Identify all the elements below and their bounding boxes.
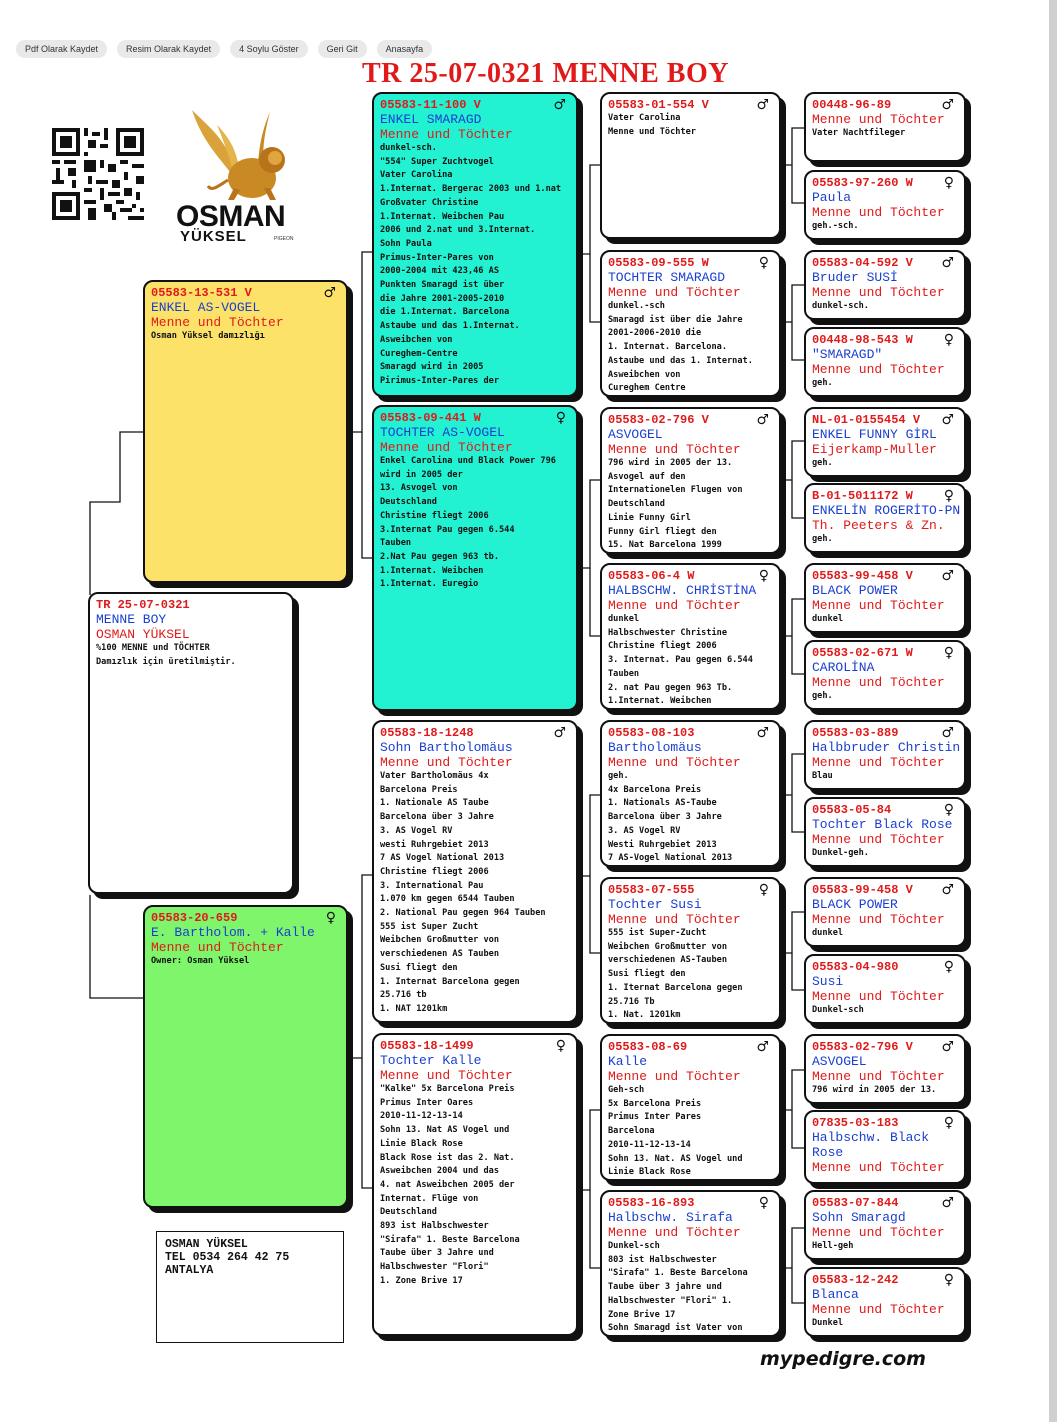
pedigree-card-dam-dam[interactable] xyxy=(372,1033,578,1336)
breeder-name: Menne und Töchter xyxy=(608,598,741,613)
breeder-name: Menne und Töchter xyxy=(608,1225,741,1240)
pedigree-card-gen5-8[interactable] xyxy=(804,640,966,710)
pedigree-card-sire-dam[interactable] xyxy=(372,405,578,711)
bird-notes: "Kalke" 5x Barcelona Preis Primus Inter Oares 2010-11-12-13-14 Sohn 13. Nat AS Vogel und Linie Black Rose Black Rose ist das 2. Nat. Asweibchen 2004 und das 4. nat Asweibchen 2005 der Internat. Flüge von Deutschland 893 ist Halbschwester "Sirafa" 1. Beste Barcelona Taube über 3 Jahre und Halbschwester "Flori" 1. Zone Brive 17 xyxy=(380,1084,520,1286)
bird-notes: 796 wird in 2005 der 13. Asvogel auf den Internationelen Flugen von Deutschland Linie Funny Girl Funny Girl fliegt den 15. Nat Barcelona 1999 xyxy=(608,458,743,551)
logo-tag: PIGEON xyxy=(274,236,294,242)
contact-phone: TEL 0534 264 42 75 xyxy=(165,1251,290,1264)
breeder-name: Menne und Töchter xyxy=(151,940,284,955)
female-sex-icon: ♀ xyxy=(943,1115,954,1131)
bird-notes: geh. xyxy=(812,691,833,701)
bird-name: Halbschw. Black Rose xyxy=(812,1130,930,1160)
contact-city: ANTALYA xyxy=(165,1264,214,1277)
breeder-name: Menne und Töchter xyxy=(812,755,945,770)
ring-number: 05583-08-69 xyxy=(608,1040,688,1054)
bird-notes: 796 wird in 2005 der 13. xyxy=(812,1085,937,1095)
female-sex-icon: ♀ xyxy=(758,255,769,271)
pedigree-card-dsd[interactable] xyxy=(600,877,781,1024)
ring-number: 05583-99-458 V xyxy=(812,569,913,583)
breeder-name: Menne und Töchter xyxy=(812,205,945,220)
breeder-name: Menne und Töchter xyxy=(608,755,741,770)
bird-notes: Owner: Osman Yüksel xyxy=(151,956,250,966)
bird-name: "SMARAGD" xyxy=(812,347,883,362)
breeder-name: Menne und Töchter xyxy=(608,285,741,300)
pedigree-card-gen5-1[interactable] xyxy=(804,92,966,162)
female-sex-icon: ♀ xyxy=(943,802,954,818)
pedigree-card-ssd[interactable] xyxy=(600,250,781,397)
breeder-name: Menne und Töchter xyxy=(380,1068,513,1083)
bird-name: E. Bartholom. + Kalle xyxy=(151,925,315,940)
ring-number: 05583-03-889 xyxy=(812,726,899,740)
pedigree-card-sss[interactable] xyxy=(600,92,781,239)
bird-notes: Vater Nachtfileger xyxy=(812,128,906,138)
pedigree-card-dds[interactable] xyxy=(600,1034,781,1181)
bird-notes: dunkel-sch. xyxy=(812,301,869,311)
bird-notes: Hell-geh xyxy=(812,1241,854,1251)
breeder-name: Menne und Töchter xyxy=(812,675,945,690)
female-sex-icon: ♀ xyxy=(943,959,954,975)
ring-number: 05583-02-796 V xyxy=(812,1040,913,1054)
pedigree-card-gen5-15[interactable] xyxy=(804,1190,966,1260)
male-sex-icon: ♂ xyxy=(941,568,954,584)
male-sex-icon: ♂ xyxy=(756,1039,769,1055)
ring-number: 05583-07-555 xyxy=(608,883,695,897)
male-sex-icon: ♂ xyxy=(941,882,954,898)
bird-notes: dunkel.-sch Smaragd ist über die Jahre 2001-2006-2010 die 1. Internat. Barcelona. Astaube und das 1. Internat. Asweibchen von Cureghem Centre xyxy=(608,301,753,394)
female-sex-icon: ♀ xyxy=(758,882,769,898)
ring-number: 05583-07-844 xyxy=(812,1196,899,1210)
bird-name: HALBSCHW. CHRİSTİNA xyxy=(608,583,757,598)
female-sex-icon: ♀ xyxy=(943,175,954,191)
male-sex-icon: ♂ xyxy=(941,725,954,741)
female-sex-icon: ♀ xyxy=(943,1272,954,1288)
pedigree-card-dam[interactable] xyxy=(143,905,348,1208)
pedigree-card-subject[interactable] xyxy=(88,592,294,894)
ring-number: 05583-01-554 V xyxy=(608,98,709,112)
ring-number: 05583-18-1248 xyxy=(380,726,474,740)
bird-name: Tochter Susi xyxy=(608,897,702,912)
bird-notes: dunkel xyxy=(812,928,844,938)
contact-name: OSMAN YÜKSEL xyxy=(165,1238,248,1251)
pedigree-card-dam-sire[interactable] xyxy=(372,720,578,1023)
bird-notes: geh.-sch. xyxy=(812,221,859,231)
bird-name: ASVOGEL xyxy=(812,1054,867,1069)
pedigree-card-gen5-12[interactable] xyxy=(804,954,966,1024)
ring-number: 05583-20-659 xyxy=(151,911,238,925)
breeder-name: Menne und Töchter xyxy=(812,362,945,377)
bird-notes: Vater Bartholomäus 4x Barcelona Preis 1. Nationale AS Taube Barcelona über 3 Jahre 3. AS Vogel RV westi Ruhrgebiet 2013 7 AS Vogel National 2013 Christine fliegt 2006 3. International Pau 1.070 km gegen 6544 Tauben 2. National Pau gegen 964 Tauben 555 ist Super Zucht Weibchen Großmutter von verschiedenen AS Tauben Susi fliegt den 1. Internat Barcelona gegen 25.716 tb 1. NAT 1201km xyxy=(380,771,546,1014)
bird-name: Tochter Black Rose xyxy=(812,817,953,832)
male-sex-icon: ♂ xyxy=(941,97,954,113)
breeder-name: Menne und Töchter xyxy=(812,1160,945,1175)
breeder-name: OSMAN YÜKSEL xyxy=(96,627,190,642)
male-sex-icon: ♂ xyxy=(941,412,954,428)
ring-number: 00448-98-543 W xyxy=(812,333,913,347)
contact-box xyxy=(156,1231,344,1343)
bird-notes: 555 ist Super-Zucht Weibchen Großmutter von verschiedenen AS-Tauben Susi fliegt den 1. Iternat Barcelona gegen 25.716 Tb 1. Nat. 1201km xyxy=(608,928,743,1021)
ring-number: 05583-16-893 xyxy=(608,1196,695,1210)
female-sex-icon: ♀ xyxy=(758,568,769,584)
bird-notes: Osman Yüksel damızlığı xyxy=(151,331,265,341)
bird-notes: dunkel xyxy=(812,614,844,624)
bird-name: ASVOGEL xyxy=(608,427,663,442)
male-sex-icon: ♂ xyxy=(756,97,769,113)
breeder-name: Menne und Töchter xyxy=(812,285,945,300)
breeder-name: Th. Peeters & Zn. xyxy=(812,518,945,533)
pedigree-card-gen5-16[interactable] xyxy=(804,1267,966,1337)
bird-notes: %100 MENNE und TÖCHTER Damızlık için üretilmiştir. xyxy=(96,643,236,667)
ring-number: TR 25-07-0321 xyxy=(96,598,190,612)
female-sex-icon: ♀ xyxy=(325,910,336,926)
ring-number: 05583-13-531 V xyxy=(151,286,252,300)
save-image-button[interactable]: Resim Olarak Kaydet xyxy=(117,40,220,58)
breeder-name: Menne und Töchter xyxy=(812,598,945,613)
show-four-gen-button[interactable]: 4 Soylu Göster xyxy=(230,40,308,58)
male-sex-icon: ♂ xyxy=(941,255,954,271)
back-button[interactable]: Geri Git xyxy=(318,40,367,58)
bird-notes: geh. xyxy=(812,378,833,388)
pedigree-card-gen5-6[interactable] xyxy=(804,483,966,553)
bird-name: Paula xyxy=(812,190,852,205)
male-sex-icon: ♂ xyxy=(553,725,566,741)
ring-number: 05583-08-103 xyxy=(608,726,695,740)
ring-number: 05583-09-441 W xyxy=(380,411,481,425)
breeder-name: Menne und Töchter xyxy=(380,440,513,455)
logo-wordmark: OSMAN xyxy=(176,200,286,233)
breeder-name: Menne und Töchter xyxy=(812,1069,945,1084)
pedigree-card-dss[interactable] xyxy=(600,720,781,867)
ring-number: 05583-04-980 xyxy=(812,960,899,974)
bird-name: Sohn Bartholomäus xyxy=(380,740,513,755)
breeder-name: Menne und Töchter xyxy=(812,1225,945,1240)
breeder-name: Menne und Töchter xyxy=(812,912,945,927)
male-sex-icon: ♂ xyxy=(323,285,336,301)
pedigree-card-sire-sire[interactable] xyxy=(372,92,578,397)
bird-notes: geh. xyxy=(812,534,833,544)
bird-name: ENKEL SMARAGD xyxy=(380,112,482,127)
pedigree-card-gen5-7[interactable] xyxy=(804,563,966,633)
bird-name: ENKEL AS-VOGEL xyxy=(151,300,261,315)
ring-number: 05583-99-458 V xyxy=(812,883,913,897)
pedigree-card-gen5-13[interactable] xyxy=(804,1034,966,1104)
bird-name: Tochter Kalle xyxy=(380,1053,482,1068)
ring-number: 05583-04-592 V xyxy=(812,256,913,270)
ring-number: 07835-03-183 xyxy=(812,1116,899,1130)
male-sex-icon: ♂ xyxy=(756,412,769,428)
ring-number: B-01-5011172 W xyxy=(812,489,913,503)
bird-name: Susi xyxy=(812,974,844,989)
page-title: TR 25-07-0321 MENNE BOY xyxy=(362,58,729,89)
bird-name: Sohn Smaragd xyxy=(812,1210,906,1225)
bird-notes: geh. 4x Barcelona Preis 1. Nationals AS-Taube Barcelona über 3 Jahre 3. AS Vogel RV Westi Ruhrgebiet 2013 7 AS-Vogel National 2013 xyxy=(608,771,733,864)
bird-name: ENKELİN ROGERİTO-PN xyxy=(812,503,961,518)
ring-number: 05583-06-4 W xyxy=(608,569,695,583)
pedigree-card-gen5-14[interactable] xyxy=(804,1110,966,1184)
female-sex-icon: ♀ xyxy=(943,332,954,348)
ring-number: 05583-09-555 W xyxy=(608,256,709,270)
breeder-name: Menne und Töchter xyxy=(812,1302,945,1317)
pedigree-card-ddd[interactable] xyxy=(600,1190,781,1337)
pedigree-card-gen5-11[interactable] xyxy=(804,877,966,947)
ring-number: 00448-96-89 xyxy=(812,98,892,112)
breeder-name: Menne und Töchter xyxy=(151,315,284,330)
bird-name: TOCHTER SMARAGD xyxy=(608,270,726,285)
bird-notes: Enkel Carolina und Black Power 796 wird in 2005 der 13. Asvogel von Deutschland Christine fliegt 2006 3.Internat Pau gegen 6.544 Tauben 2.Nat Pau gegen 963 tb. 1.Internat. Weibchen 1.Internat. Euregio xyxy=(380,456,556,590)
breeder-name: Menne und Töchter xyxy=(812,832,945,847)
female-sex-icon: ♀ xyxy=(555,410,566,426)
bird-notes: dunkel Halbschwester Christine Christine fliegt 2006 3. Internat. Pau gegen 6.544 Tauben 2. nat Pau gegen 963 Tb. 1.Internat. Weibchen xyxy=(608,614,753,707)
bird-name: Bruder SUSİ xyxy=(812,270,898,285)
bird-notes: geh. xyxy=(812,458,833,468)
breeder-name: Menne und Töchter xyxy=(608,442,741,457)
female-sex-icon: ♀ xyxy=(943,645,954,661)
breeder-name: Menne und Töchter xyxy=(608,912,741,927)
bird-name: BLACK POWER xyxy=(812,897,898,912)
breeder-name: Menne und Töchter xyxy=(812,989,945,1004)
ring-number: 05583-18-1499 xyxy=(380,1039,474,1053)
ring-number: 05583-02-796 V xyxy=(608,413,709,427)
female-sex-icon: ♀ xyxy=(555,1038,566,1054)
bird-name: Halbschw. Sirafa xyxy=(608,1210,733,1225)
breeder-name: Menne und Töchter xyxy=(608,1069,741,1084)
male-sex-icon: ♂ xyxy=(941,1195,954,1211)
ring-number: 05583-02-671 W xyxy=(812,646,913,660)
footer-brand[interactable]: mypedigre.com xyxy=(760,1348,926,1370)
pedigree-card-gen5-4[interactable] xyxy=(804,327,966,397)
bird-notes: Dunkel-sch 803 ist Halbschwester "Sirafa" 1. Beste Barcelona Taube über 3 jahre und Halbschwester "Flori" 1. Zone Brive 17 Sohn Smaragd ist Vater von xyxy=(608,1241,748,1334)
pedigree-card-gen5-5[interactable] xyxy=(804,407,966,477)
bird-notes: dunkel-sch. "554" Super Zuchtvogel Vater Carolina 1.Internat. Bergerac 2003 und 1.nat Großvater Christine 1.Internat. Weibchen Pau 2006 und 2.nat und 3.Internat. Sohn Paula Primus-Inter-Pares von 2000-2004 mit 423,46 AS Punkten Smaragd ist über die Jahre 2001-2005-2010 die 1.Internat. Barcelona Astaube und das 1.Internat. Asweibchen von Cureghem-Centre Smaragd wird in 2005 Pirimus-Inter-Pares der xyxy=(380,143,562,386)
bird-name: TOCHTER AS-VOGEL xyxy=(380,425,505,440)
pedigree-card-sire[interactable] xyxy=(143,280,348,583)
pedigree-card-gen5-10[interactable] xyxy=(804,797,966,867)
bird-notes: Vater Carolina Menne und Töchter xyxy=(608,113,696,137)
breeder-name: Eijerkamp-Muller xyxy=(812,442,937,457)
pedigree-card-sds[interactable] xyxy=(600,407,781,554)
bird-name: Kalle xyxy=(608,1054,648,1069)
bird-name: Bartholomäus xyxy=(608,740,702,755)
breeder-name: Menne und Töchter xyxy=(380,127,513,142)
ring-number: 05583-12-242 xyxy=(812,1273,899,1287)
male-sex-icon: ♂ xyxy=(553,97,566,113)
pedigree-card-sdd[interactable] xyxy=(600,563,781,710)
male-sex-icon: ♂ xyxy=(756,725,769,741)
pedigree-card-gen5-2[interactable] xyxy=(804,170,966,240)
bird-name: BLACK POWER xyxy=(812,583,898,598)
ring-number: NL-01-0155454 V xyxy=(812,413,921,427)
bird-notes: Blau xyxy=(812,771,833,781)
ring-number: 05583-97-260 W xyxy=(812,176,913,190)
save-pdf-button[interactable]: Pdf Olarak Kaydet xyxy=(16,40,107,58)
bird-notes: Geh-sch 5x Barcelona Preis Primus Inter Pares Barcelona 2010-11-12-13-14 Sohn 13. Nat. AS Vogel und Linie Black Rose xyxy=(608,1085,743,1178)
female-sex-icon: ♀ xyxy=(943,488,954,504)
home-button[interactable]: Anasayfa xyxy=(377,40,433,58)
logo-subtitle: YÜKSEL xyxy=(180,228,247,245)
bird-name: Halbbruder Christin xyxy=(812,740,961,755)
bird-name: ENKEL FUNNY GİRL xyxy=(812,427,937,442)
bird-name: CAROLİNA xyxy=(812,660,875,675)
male-sex-icon: ♂ xyxy=(941,1039,954,1055)
female-sex-icon: ♀ xyxy=(758,1195,769,1211)
breeder-name: Menne und Töchter xyxy=(380,755,513,770)
bird-name: Blanca xyxy=(812,1287,859,1302)
bird-notes: Dunkel-geh. xyxy=(812,848,869,858)
bird-name: MENNE BOY xyxy=(96,612,167,627)
ring-number: 05583-05-84 xyxy=(812,803,892,817)
pedigree-card-gen5-9[interactable] xyxy=(804,720,966,790)
bird-notes: Dunkel xyxy=(812,1318,844,1328)
bird-notes: Dunkel-sch xyxy=(812,1005,864,1015)
pedigree-card-gen5-3[interactable] xyxy=(804,250,966,320)
ring-number: 05583-11-100 V xyxy=(380,98,481,112)
breeder-name: Menne und Töchter xyxy=(812,112,945,127)
